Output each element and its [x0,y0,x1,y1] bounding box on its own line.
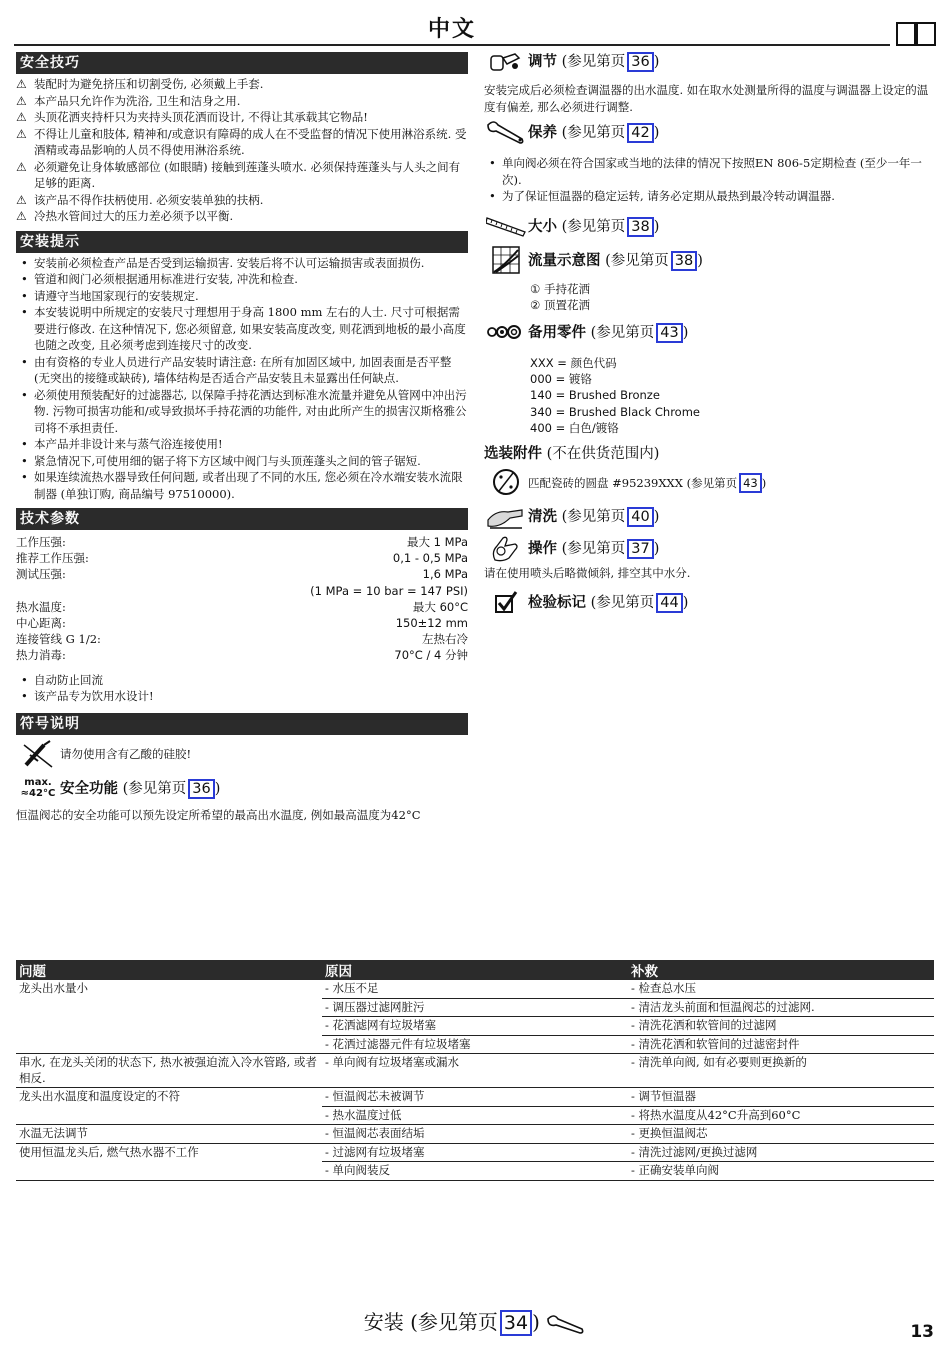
remedy-cell: - 将热水温度从42°C升高到60°C [628,1106,934,1125]
spec-label: 连接管线 G 1/2: [16,632,101,647]
temp-label: ≈42°C [20,787,56,799]
close-paren: ) [682,324,689,341]
section-install-title: 安装提示 [16,231,468,253]
page-link[interactable]: 40 [627,507,653,527]
cause-cell: - 过滤网有垃圾堵塞 [322,1143,628,1162]
table-row [16,599,468,615]
page-link[interactable]: 42 [627,123,653,143]
page-header [14,8,890,46]
silicone-gun-icon [16,739,60,769]
troubleshooting-table [16,960,934,1181]
see-page-text: (参见第页 [561,125,626,141]
list-item: • 为了保证恒温器的稳定运转, 请务必定期从最热到最冷转动调温器. [484,188,934,205]
table-row [16,980,934,998]
right-column [484,46,934,617]
heading-text: 选装附件 [484,444,542,462]
remedy-cell: - 清洗单向阀, 如有必要则更换新的 [628,1054,934,1088]
spec-label: 中心距离: [16,616,66,631]
table-row [16,583,468,599]
optional-text [528,467,766,493]
list-item: • 紧急情况下,可使用细的锯子将下方区域中阀门与头顶莲蓬头之间的管子锯短. [16,453,468,470]
list-item: 340 = Brushed Black Chrome [530,404,700,419]
table-row [16,647,468,663]
spec-label: 推荐工作压强: [16,551,89,566]
section-symbols-title: 符号说明 [16,713,468,735]
remedy-cell: - 清洗花洒和软管间的过滤网 [628,1017,934,1036]
remedy-cell: - 清洗过滤网/更换过滤网 [628,1143,934,1162]
tech-bullets [16,670,468,707]
test-title [528,587,688,613]
problem-cell: 使用恒温龙头后, 燃气热水器不工作 [16,1143,322,1180]
column-header: 原因 [322,960,628,980]
problem-cell: 龙头出水温度和温度设定的不符 [16,1088,322,1125]
see-page-text: (参见第页 [590,595,655,612]
heading-text: 备用零件 [528,323,586,341]
list-item: ⚠ 必须避免让身体敏感部位 (如眼睛) 接触到莲蓬头喷水. 必须保持莲蓬头与人头之间有足够的距离. [16,159,468,192]
close-paren: ) [761,475,767,490]
spec-value: 最大 1 MPa [406,535,468,549]
table-row [16,1088,934,1107]
cause-cell: - 调压器过滤网脏污 [322,998,628,1017]
cause-cell: - 花洒过滤器元件有垃圾堵塞 [322,1035,628,1054]
tile-disc-icon [484,467,528,497]
maintenance-list [484,153,934,207]
spec-label: 测试压强: [16,567,66,582]
page-link[interactable]: 43 [739,473,762,493]
safety-list [16,74,468,227]
table-row [16,1125,934,1144]
page-link[interactable]: 36 [627,52,653,72]
problem-cell: 水温无法调节 [16,1125,322,1144]
heading-text: 流量示意图 [528,251,601,269]
remedy-cell: - 清洗花洒和软管间的过滤密封件 [628,1035,934,1054]
flow-list [484,281,934,313]
list-item: • 如果连续流热水器导致任何问题, 或者出现了不同的水压, 您必须在冷水端安装水流限制器 (单独订购, 商品编号 97510000). [16,469,468,502]
page-link[interactable]: 44 [656,593,682,613]
silicone-text: 请勿使用含有乙酸的硅胶! [60,746,192,761]
spare-parts-icon [484,317,528,347]
table-row [16,534,468,550]
close-paren: ) [653,508,660,525]
maintenance-title [528,117,659,143]
table-header-row [16,960,934,980]
operation-hand-icon [484,533,528,563]
see-page-text: (参见第页 [590,324,655,341]
list-item: ⚠ 冷热水管间过大的压力差必须予以平衡. [16,208,468,225]
list-item: • 安装前必须检查产品是否受到运输损害. 安装后将不认可运输损害或表面损伤. [16,255,468,272]
page-link[interactable]: 38 [671,251,697,271]
max-label: max. [24,776,52,788]
safety-function-heading [16,773,468,803]
column-header: 问题 [16,960,322,980]
adjust-text: 安装完成后必须检查调温器的出水温度. 如在取水处测量所得的温度与调温器上设定的温度有偏差, 那么必须进行调整. [484,83,929,114]
table-row [16,631,468,647]
remedy-cell: - 正确安装单向阀 [628,1162,934,1181]
table-row [16,1054,934,1088]
table-row [16,1143,934,1162]
close-paren: ) [532,1310,540,1334]
safety-function-title [60,777,220,799]
optional-accessories-title [484,442,934,463]
adjust-title [528,46,659,72]
spec-value: 150±12 mm [395,616,468,631]
spec-value: 左热右冷 [422,632,468,647]
spec-label: 工作压强: [16,535,66,549]
optional-desc: 匹配瓷砖的圆盘 #95239XXX (参见第页 [528,475,738,490]
list-item: • 由有资格的专业人员进行产品安装时请注意: 在所有加固区域中, 加固表面是否平整 (无突出的接缝或缺砖), 墙体结构是否适合产品安装且未显露出任何缺点. [16,354,468,387]
list-item: 000 = 镀铬 [530,372,592,387]
see-page-text: (参见第页 [410,1310,498,1334]
list-item: ⚠ 该产品不得作扶柄使用. 必须安装单独的扶柄. [16,192,468,209]
cause-cell: - 恒温阀芯表面结垢 [322,1125,628,1144]
spec-value: 最大 60°C [412,599,468,614]
table-row [16,615,468,631]
list-item: ⚠ 本产品只允许作为洗浴, 卫生和洁身之用. [16,93,468,110]
flow-chart-icon [484,245,528,275]
wrench-icon [484,117,528,147]
heading-text: 检验标记 [528,594,586,612]
list-item: • 自动防止回流 [16,672,468,689]
remedy-cell: - 更换恒温阀芯 [628,1125,934,1144]
footer-heading: 安装 [363,1310,404,1334]
size-title [528,211,659,237]
see-page-text: (参见第页 [605,252,669,269]
optional-item [484,467,934,497]
heading-text: 调节 [528,53,557,70]
parts-heading [484,317,934,347]
footer-installation [0,1306,950,1336]
cause-cell: - 单向阀装反 [322,1162,628,1181]
wrench-icon [546,1313,586,1335]
cause-cell: - 单向阀有垃圾堵塞或漏水 [322,1054,628,1088]
see-page-text: (参见第页 [122,780,187,797]
remedy-cell: - 检查总水压 [628,980,934,998]
section-safety-title: 安全技巧 [16,52,468,74]
list-item: • 该产品专为饮用水设计! [16,688,468,705]
note-text: (不在供货范围内) [546,445,660,462]
book-icon [896,22,936,46]
cause-cell: - 花洒滤网有垃圾堵塞 [322,1017,628,1036]
page-link[interactable]: 37 [627,539,653,559]
page-link[interactable]: 38 [627,217,653,237]
list-item: ⚠ 头顶花洒夹持杆只为夹持头顶花洒而设计, 不得让其承载其它物品! [16,109,468,126]
spec-value: 70°C / 4 分钟 [394,648,468,663]
heading-text: 操作 [528,539,557,557]
adjust-heading [484,46,934,76]
spec-table [16,534,468,664]
left-column [16,52,468,823]
spec-label [16,583,174,599]
page-link[interactable]: 36 [188,779,214,799]
problem-cell: 串水, 在龙头关闭的状态下, 热水被强迫流入冷水管路, 或者相反. [16,1054,322,1088]
heading-text: 大小 [528,217,557,235]
maintenance-heading [484,117,934,147]
list-item: ⚠ 不得让儿童和肢体, 精神和/或意识有障碍的成人在不受监督的情况下使用淋浴系统. 受酒精或毒品影响的人员不得使用淋浴系统. [16,126,468,159]
heading-text: 保养 [528,124,557,141]
list-item: • 请遵守当地国家现行的安装规定. [16,288,468,305]
operation-heading [484,533,934,563]
list-item: 140 = Brushed Bronze [530,388,660,403]
close-paren: ) [653,218,660,235]
column-header: 补救 [628,960,934,980]
list-item: • 单向阀必须在符合国家或当地的法律的情况下按照EN 806-5定期检查 (至少一年一次). [484,155,934,188]
see-page-text: (参见第页 [561,54,626,70]
spec-label: 热水温度: [16,599,66,614]
close-paren: ) [214,780,221,797]
cause-cell: - 水压不足 [322,980,628,998]
cause-cell: - 恒温阀芯未被调节 [322,1088,628,1107]
spec-value: 0,1 - 0,5 MPa [392,551,468,566]
remedy-cell: - 清洁龙头前面和恒温阀芯的过滤网. [628,998,934,1017]
cleaning-heading [484,501,934,531]
page-number: 13 [910,1322,934,1342]
page-link[interactable]: 34 [500,1310,532,1336]
table-row [16,550,468,566]
flow-heading [484,245,934,275]
list-item: XXX = 颜色代码 [530,355,617,370]
cleaning-hand-icon [484,501,528,531]
list-item: • 本产品并非设计来与蒸气浴连接使用! [16,436,468,453]
list-item: ② 顶置花洒 [530,297,590,312]
safety-function-text: 恒温阀芯的安全功能可以预先设定所希望的最高出水温度, 例如最高温度为42°C [16,807,421,822]
close-paren: ) [682,595,689,612]
page-title: 中文 [427,16,476,42]
parts-list [484,355,934,436]
operation-title [528,533,659,559]
list-item: • 管道和阀门必须根据通用标准进行安装, 冲洗和检查. [16,271,468,288]
list-item: ⚠ 装配时为避免挤压和切割受伤, 必须戴上手套. [16,76,468,93]
ruler-icon [484,211,528,241]
close-paren: ) [653,54,660,70]
silicone-note [16,739,468,769]
list-item: ① 手持花洒 [530,281,590,296]
spec-label: 热力消毒: [16,648,66,663]
close-paren: ) [697,252,703,269]
checkmark-icon [484,587,528,617]
test-heading [484,587,934,617]
cleaning-title [528,501,659,527]
spec-value: 1,6 MPa [422,567,468,582]
list-item: • 必须使用预装配好的过滤器芯, 以保障手持花洒达到标准水流量并避免从管网中冲出污物. 污物可损害功能和/或导致损坏手持花洒的功能件, 对由此所产生的损害汉斯格雅公司将不承担责任. [16,387,468,437]
table-row [16,566,468,582]
page-link[interactable]: 43 [656,323,682,343]
adjust-hand-icon [484,46,528,76]
heading-text: 安全功能 [60,779,118,797]
see-page-text: (参见第页 [561,508,626,525]
see-page-text: (参见第页 [561,218,626,235]
close-paren: ) [653,125,660,141]
max-temp-icon [16,773,60,803]
spec-value: (1 MPa = 10 bar = 147 PSI) [310,583,468,598]
list-item: 400 = 白色/镀铬 [530,420,619,435]
close-paren: ) [653,540,660,557]
install-tips-list [16,253,468,505]
size-heading [484,211,934,241]
section-tech-title: 技术参数 [16,508,468,530]
parts-title [528,317,688,343]
list-item: • 本安装说明中所规定的安装尺寸理想用于身高 1800 mm 左右的人士. 尺寸可根据需要进行修改. 在这种情况下, 您必须留意, 如果安装高度改变, 则花洒到地板的最小高度也随之改变, 且必须考虑到连接尺寸的改变. [16,304,468,354]
remedy-cell: - 调节恒温器 [628,1088,934,1107]
problem-cell: 龙头出水量小 [16,980,322,1054]
operation-text: 请在使用喷头后略微倾斜, 排空其中水分. [484,565,691,580]
see-page-text: (参见第页 [561,540,626,557]
flow-title [528,245,703,271]
heading-text: 清洗 [528,507,557,525]
cause-cell: - 热水温度过低 [322,1106,628,1125]
